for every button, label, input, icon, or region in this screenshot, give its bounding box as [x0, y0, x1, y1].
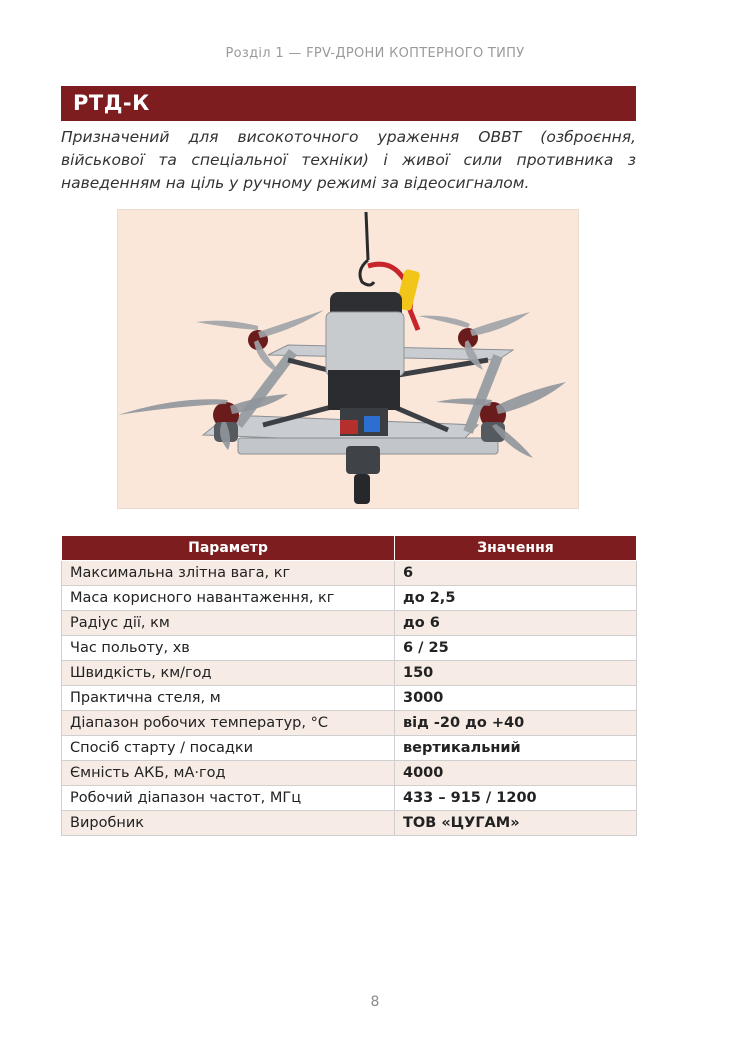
running-header: Розділ 1 — FPV-ДРОНИ КОПТЕРНОГО ТИПУ	[225, 46, 525, 61]
section-description: Призначений для високоточного ураження ОВВТ (озброєння, військової та спеціальної техніки) і живої сили противника з наведенням на ціль у ручному режимі за відеосигналом.	[61, 128, 636, 192]
value-cell: 4000	[395, 761, 637, 786]
table-row	[62, 736, 637, 761]
table-row	[62, 686, 637, 711]
table-row	[62, 586, 637, 611]
value-cell: 433 – 915 / 1200	[395, 786, 637, 811]
value-cell: 3000	[395, 686, 637, 711]
page-number: 8	[370, 994, 380, 1010]
table-row	[62, 786, 637, 811]
table-row	[62, 636, 637, 661]
value-cell: вертикальний	[395, 736, 637, 761]
param-cell: Робочий діапазон частот, МГц	[62, 786, 395, 811]
table-row	[62, 811, 637, 836]
value-cell: 6	[395, 561, 637, 586]
value-cell: до 6	[395, 611, 637, 636]
section-title-bar	[61, 86, 636, 121]
param-cell: Спосіб старту / посадки	[62, 736, 395, 761]
drone-photo	[117, 209, 579, 509]
param-cell: Маса корисного навантаження, кг	[62, 586, 395, 611]
param-cell: Максимальна злітна вага, кг	[62, 561, 395, 586]
column-header-parameter: Параметр	[62, 536, 395, 561]
param-cell: Ємність АКБ, мА·год	[62, 761, 395, 786]
table-row	[62, 661, 637, 686]
column-header-value: Значення	[395, 536, 637, 561]
table-row	[62, 711, 637, 736]
table-header-row	[62, 536, 637, 561]
section-title: РТД-К	[73, 91, 150, 115]
table-row	[62, 611, 637, 636]
specs-table	[61, 535, 637, 836]
param-cell: Швидкість, км/год	[62, 661, 395, 686]
param-cell: Виробник	[62, 811, 395, 836]
param-cell: Діапазон робочих температур, °С	[62, 711, 395, 736]
value-cell: 150	[395, 661, 637, 686]
param-cell: Радіус дії, км	[62, 611, 395, 636]
value-cell: до 2,5	[395, 586, 637, 611]
table-row	[62, 761, 637, 786]
value-cell: 6 / 25	[395, 636, 637, 661]
value-cell: від -20 до +40	[395, 711, 637, 736]
drone-illustration	[118, 210, 578, 508]
param-cell: Практична стеля, м	[62, 686, 395, 711]
value-cell: ТОВ «ЦУГАМ»	[395, 811, 637, 836]
param-cell: Час польоту, хв	[62, 636, 395, 661]
table-row	[62, 561, 637, 586]
